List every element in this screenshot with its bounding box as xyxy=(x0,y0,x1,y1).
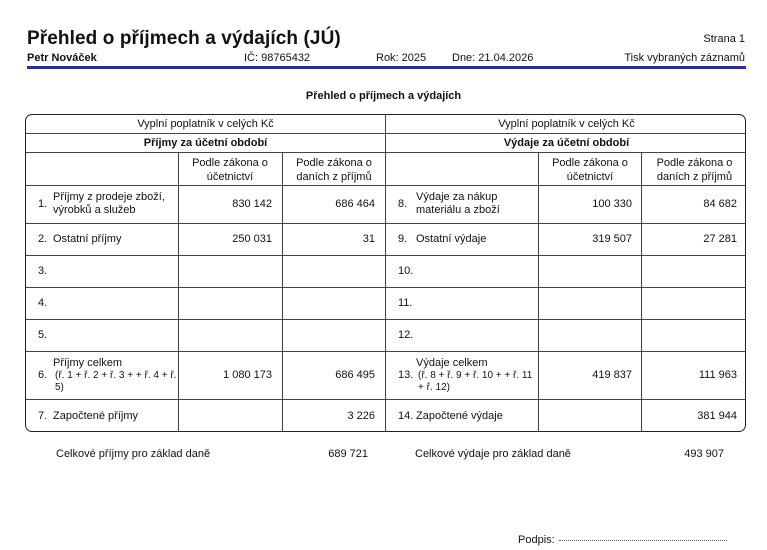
income-row-label xyxy=(53,287,178,319)
income-row-label xyxy=(53,185,178,223)
report-year: Rok: 2025 xyxy=(376,52,427,64)
expense-row-label xyxy=(416,185,534,223)
income-row-number: 2. xyxy=(38,233,48,245)
income-tax-value xyxy=(282,287,385,319)
expense-row-label xyxy=(416,399,534,432)
expense-accounting-value: 419 837 xyxy=(592,369,632,381)
table-row-divider xyxy=(26,152,746,153)
expense-accounting-value: 319 507 xyxy=(592,233,632,245)
expense-row-number: 11. xyxy=(398,297,413,309)
expense-tax-value xyxy=(641,287,746,319)
expense-row-label xyxy=(416,255,534,287)
income-accounting-value xyxy=(178,255,282,287)
expense-row-label xyxy=(416,319,534,351)
expense-accounting-value: 100 330 xyxy=(592,198,632,210)
expense-tax-value: 27 281 xyxy=(703,233,737,245)
print-note: Tisk vybraných záznamů xyxy=(624,52,745,64)
table-center-divider xyxy=(385,115,386,431)
expense-col-accounting: Podle zákona o účetnictví xyxy=(552,157,628,183)
income-row-label-text: Započtené příjmy xyxy=(53,409,138,422)
expense-tax-value xyxy=(641,319,746,351)
income-row-label xyxy=(53,223,178,255)
expense-row-label xyxy=(416,223,534,255)
page-number: Strana 1 xyxy=(703,33,745,45)
expense-row-number: 12. xyxy=(398,329,414,341)
income-accounting-value: 1 080 173 xyxy=(223,369,272,381)
expense-row-label xyxy=(416,351,534,399)
expense-tax-value xyxy=(641,255,746,287)
table-row-divider xyxy=(26,133,746,134)
income-tax-value xyxy=(282,255,385,287)
report-main-title: Přehled o příjmech a výdajích (JÚ) xyxy=(27,28,341,49)
income-row-label xyxy=(53,351,178,399)
income-expense-table xyxy=(25,114,746,432)
expense-tax-value: 111 963 xyxy=(698,369,737,381)
income-row-label-text: Příjmy z prodeje zboží, výrobků a služeb xyxy=(53,191,165,216)
signature-dots xyxy=(559,540,727,541)
expense-heading: Výdaje za účetní období xyxy=(503,137,630,149)
report-subtitle: Přehled o příjmech a výdajích xyxy=(305,90,462,102)
expense-tax-value: 381 944 xyxy=(697,410,737,422)
income-row-formula: (ř. 1 + ř. 2 + ř. 3 + + ř. 4 + ř. 5) xyxy=(55,369,177,393)
income-accounting-value xyxy=(178,287,282,319)
expense-accounting-value xyxy=(538,399,642,432)
expense-accounting-value xyxy=(538,255,642,287)
income-row-label-text: Příjmy celkem xyxy=(53,356,123,369)
income-tax-value: 686 495 xyxy=(335,369,375,381)
expense-row-number: 13. xyxy=(398,369,414,381)
left-caption: Vyplní poplatník v celých Kč xyxy=(137,118,274,130)
income-row-number: 7. xyxy=(38,410,48,422)
expense-accounting-value xyxy=(538,287,642,319)
income-row-label xyxy=(53,319,178,351)
income-row-number: 6. xyxy=(38,369,48,381)
taxpayer-name: Petr Nováček xyxy=(27,52,97,64)
income-col-accounting: Podle zákona o účetnictví xyxy=(192,157,268,183)
expense-row-number: 9. xyxy=(398,233,408,245)
ic-number: IČ: 98765432 xyxy=(244,52,311,64)
income-tax-value xyxy=(282,319,385,351)
expense-row-label-text: Ostatní výdaje xyxy=(416,232,487,245)
expense-summary-label: Celkové výdaje pro základ daně xyxy=(415,448,571,460)
signature-line xyxy=(518,534,727,546)
income-row-number: 4. xyxy=(38,297,48,309)
expense-row-number: 10. xyxy=(398,265,414,277)
income-row-number: 1. xyxy=(38,198,48,210)
report-date: Dne: 21.04.2026 xyxy=(452,52,534,64)
income-accounting-value: 250 031 xyxy=(232,233,272,245)
expense-row-number: 8. xyxy=(398,198,408,210)
expense-tax-value: 84 682 xyxy=(703,198,737,210)
expense-row-label-text: Výdaje celkem xyxy=(416,356,488,369)
income-row-label-text: Ostatní příjmy xyxy=(53,232,122,245)
income-row-number: 5. xyxy=(38,329,48,341)
right-caption: Vyplní poplatník v celých Kč xyxy=(498,118,635,130)
expense-accounting-value xyxy=(538,319,642,351)
expense-row-number: 14. xyxy=(398,410,414,422)
income-heading: Příjmy za účetní období xyxy=(143,137,268,149)
income-tax-value: 686 464 xyxy=(335,198,375,210)
expense-row-label xyxy=(416,287,534,319)
expense-row-label-text: Započtené výdaje xyxy=(416,409,503,422)
expense-col-tax: Podle zákona o daních z příjmů xyxy=(656,157,733,183)
income-accounting-value xyxy=(178,319,282,351)
signature-label: Podpis: xyxy=(518,534,555,546)
income-summary-label: Celkové příjmy pro základ daně xyxy=(56,448,211,460)
income-row-label xyxy=(53,255,178,287)
income-accounting-value xyxy=(178,399,282,432)
income-row-number: 3. xyxy=(38,265,48,277)
header-divider xyxy=(27,66,746,69)
income-accounting-value: 830 142 xyxy=(232,198,272,210)
expense-row-label-text: Výdaje za nákup materiálu a zboží xyxy=(416,191,500,216)
income-row-label xyxy=(53,399,178,432)
expense-summary-value: 493 907 xyxy=(684,448,724,460)
expense-row-formula: (ř. 8 + ř. 9 + ř. 10 + + ř. 11 + ř. 12) xyxy=(418,369,533,393)
income-summary-value: 689 721 xyxy=(328,448,368,460)
income-col-tax: Podle zákona o daních z příjmů xyxy=(296,157,372,183)
income-tax-value: 31 xyxy=(362,233,375,245)
income-tax-value: 3 226 xyxy=(347,410,375,422)
